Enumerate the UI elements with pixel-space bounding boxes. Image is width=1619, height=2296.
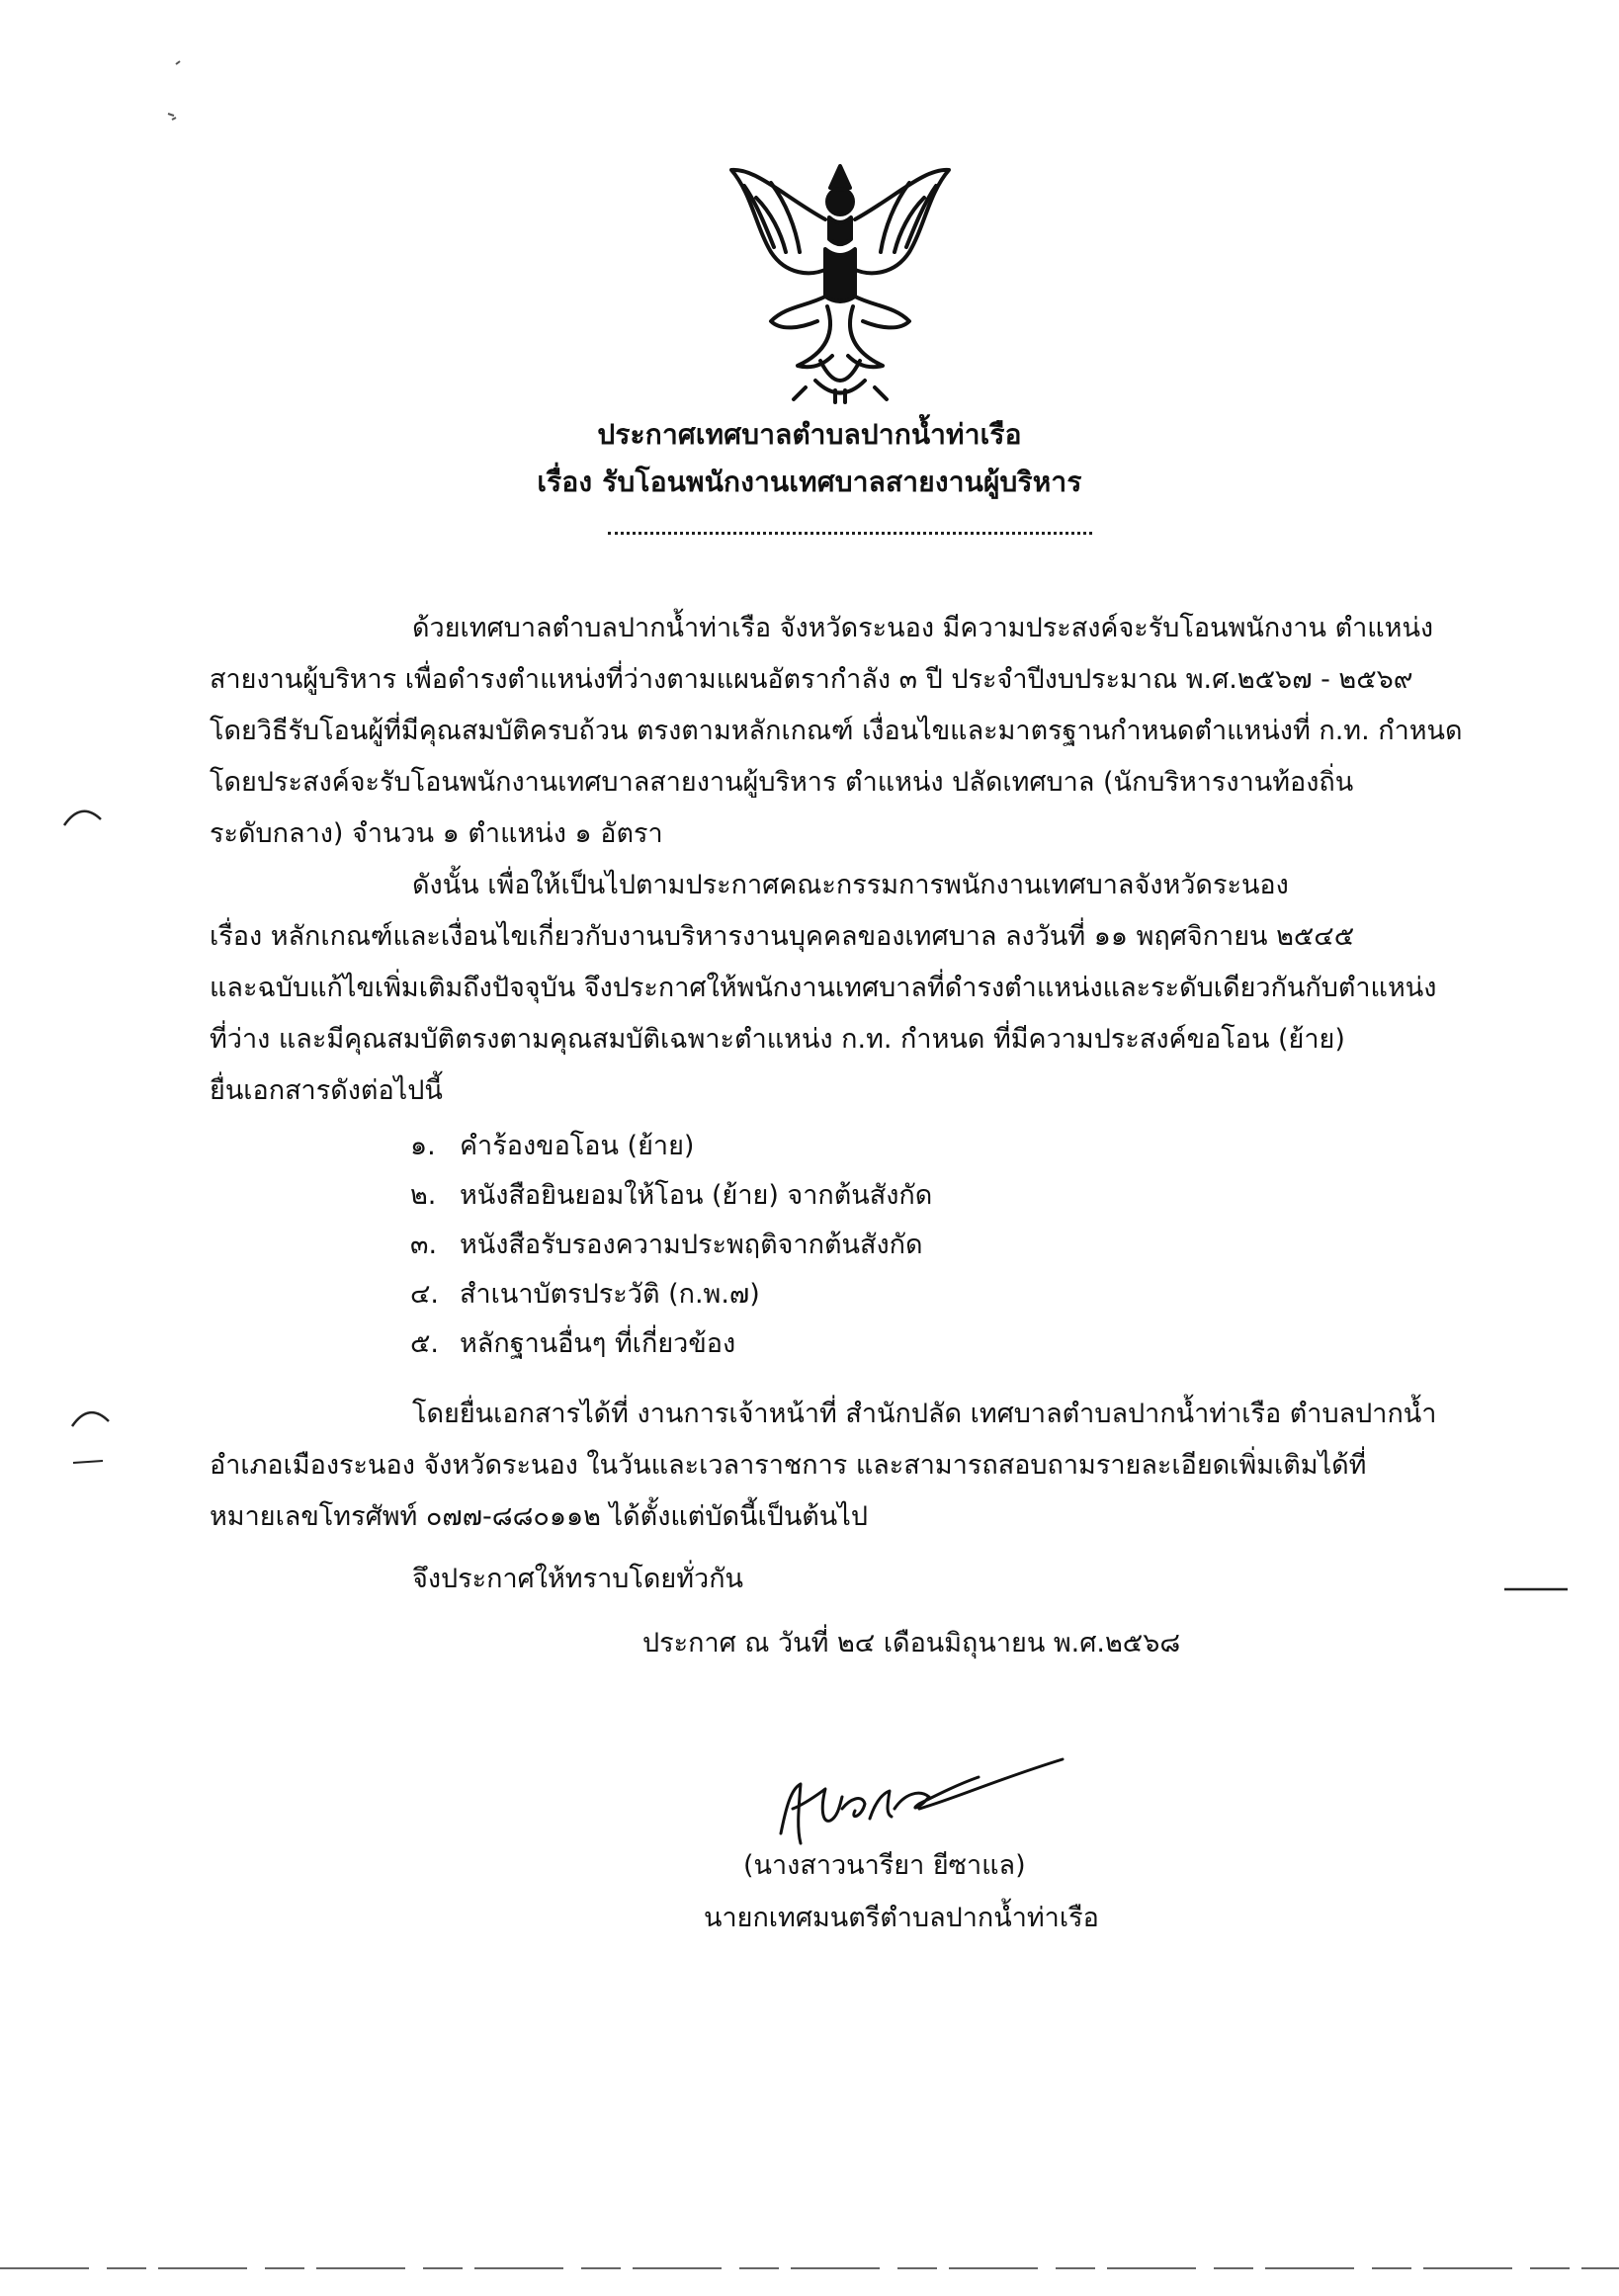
announcement-date: ประกาศ ณ วันที่ ๒๔ เดือนมิถุนายน พ.ศ.๒๕๖๘ [642,1628,1181,1658]
paragraph-line: และฉบับแก้ไขเพิ่มเติมถึงปัจจุบัน จึงประกาศให้พนักงานเทศบาลที่ดำรงตำแหน่งและระดับเดียวกันกับตำแหน่ง [210,973,1437,1003]
list-item: ๓. หนังสือรับรองความประพฤติจากต้นสังกัด [410,1230,923,1260]
announcement-title: ประกาศเทศบาลตำบลปากน้ำท่าเรือ [597,418,1022,451]
paragraph-line: ด้วยเทศบาลตำบลปากน้ำท่าเรือ จังหวัดระนอง มีความประสงค์จะรับโอนพนักงาน ตำแหน่ง [412,613,1434,643]
paragraph-line: ระดับกลาง) จำนวน ๑ ตำแหน่ง ๑ อัตรา [210,818,663,849]
signatory-position: นายกเทศมนตรีตำบลปากน้ำท่าเรือ [704,1903,1099,1933]
paragraph-line: ยื่นเอกสารดังต่อไปนี้ [210,1075,443,1106]
header-dotted-separator [608,532,1092,535]
announcement-subject: เรื่อง รับโอนพนักงานเทศบาลสายงานผู้บริหาร [537,466,1082,498]
required-documents-list [410,1122,932,1369]
paragraph-line: สายงานผู้บริหาร เพื่อดำรงตำแหน่งที่ว่างตามแผนอัตรากำลัง ๓ ปี ประจำปีงบประมาณ พ.ศ.๒๕๖๗ - ๒๕๖๙ [210,664,1413,695]
paragraph-line: โดยวิธีรับโอนผู้ที่มีคุณสมบัติครบถ้วน ตรงตามหลักเกณฑ์ เงื่อนไขและมาตรฐานกำหนดตำแหน่งที่ ก.ท. กำหนด [210,716,1463,746]
paragraph-line: โดยยื่นเอกสารได้ที่ งานการเจ้าหน้าที่ สำนักปลัด เทศบาลตำบลปากน้ำท่าเรือ ตำบลปากน้ำ [412,1399,1437,1429]
scan-dash-right [1502,1583,1572,1595]
paragraph-line: อำเภอเมืองระนอง จังหวัดระนอง ในวันและเวลาราชการ และสามารถสอบถามรายละเอียดเพิ่มเติมได้ที่ [210,1450,1367,1481]
list-item: ๔. สำเนาบัตรประวัติ (ก.พ.๗) [410,1279,760,1310]
paragraph-line: หมายเลขโทรศัพท์ ๐๗๗-๘๘๐๑๑๒ ได้ตั้งแต่บัดนี้เป็นต้นไป [210,1501,868,1532]
list-item: ๑. คำร้องขอโอน (ย้าย) [410,1131,695,1161]
scan-mark-top-left [158,54,198,133]
paragraph-line: ที่ว่าง และมีคุณสมบัติตรงตามคุณสมบัติเฉพาะตำแหน่ง ก.ท. กำหนด ที่มีความประสงค์ขอโอน (ย้าย) [210,1024,1345,1055]
paragraph-line: ดังนั้น เพื่อให้เป็นไปตามประกาศคณะกรรมการพนักงานเทศบาลจังหวัดระนอง [412,870,1289,900]
closing-statement: จึงประกาศให้ทราบโดยทั่วกัน [412,1564,743,1594]
signatory-name: (นางสาวนารียา ยีซาแล) [743,1850,1026,1881]
scan-bottom-rule [0,2263,1619,2273]
paragraph-purpose [210,603,1485,860]
handwritten-signature-icon [771,1749,1067,1858]
list-item: ๒. หนังสือยินยอมให้โอน (ย้าย) จากต้นสังกัด [410,1180,933,1211]
scan-arc-left-2 [67,1402,117,1471]
paragraph-line: โดยประสงค์จะรับโอนพนักงานเทศบาลสายงานผู้บริหาร ตำแหน่ง ปลัดเทศบาล (นักบริหารงานท้องถิ่น [210,767,1354,798]
paragraph-submission [210,1389,1485,1543]
scan-arc-left-1 [59,796,109,835]
paragraph-conditions [210,860,1485,1117]
garuda-emblem-icon [726,158,954,405]
paragraph-line: เรื่อง หลักเกณฑ์และเงื่อนไขเกี่ยวกับงานบริหารงานบุคคลของเทศบาล ลงวันที่ ๑๑ พฤศจิกายน ๒๕๔๕ [210,921,1355,952]
list-item: ๕. หลักฐานอื่นๆ ที่เกี่ยวข้อง [410,1328,736,1359]
